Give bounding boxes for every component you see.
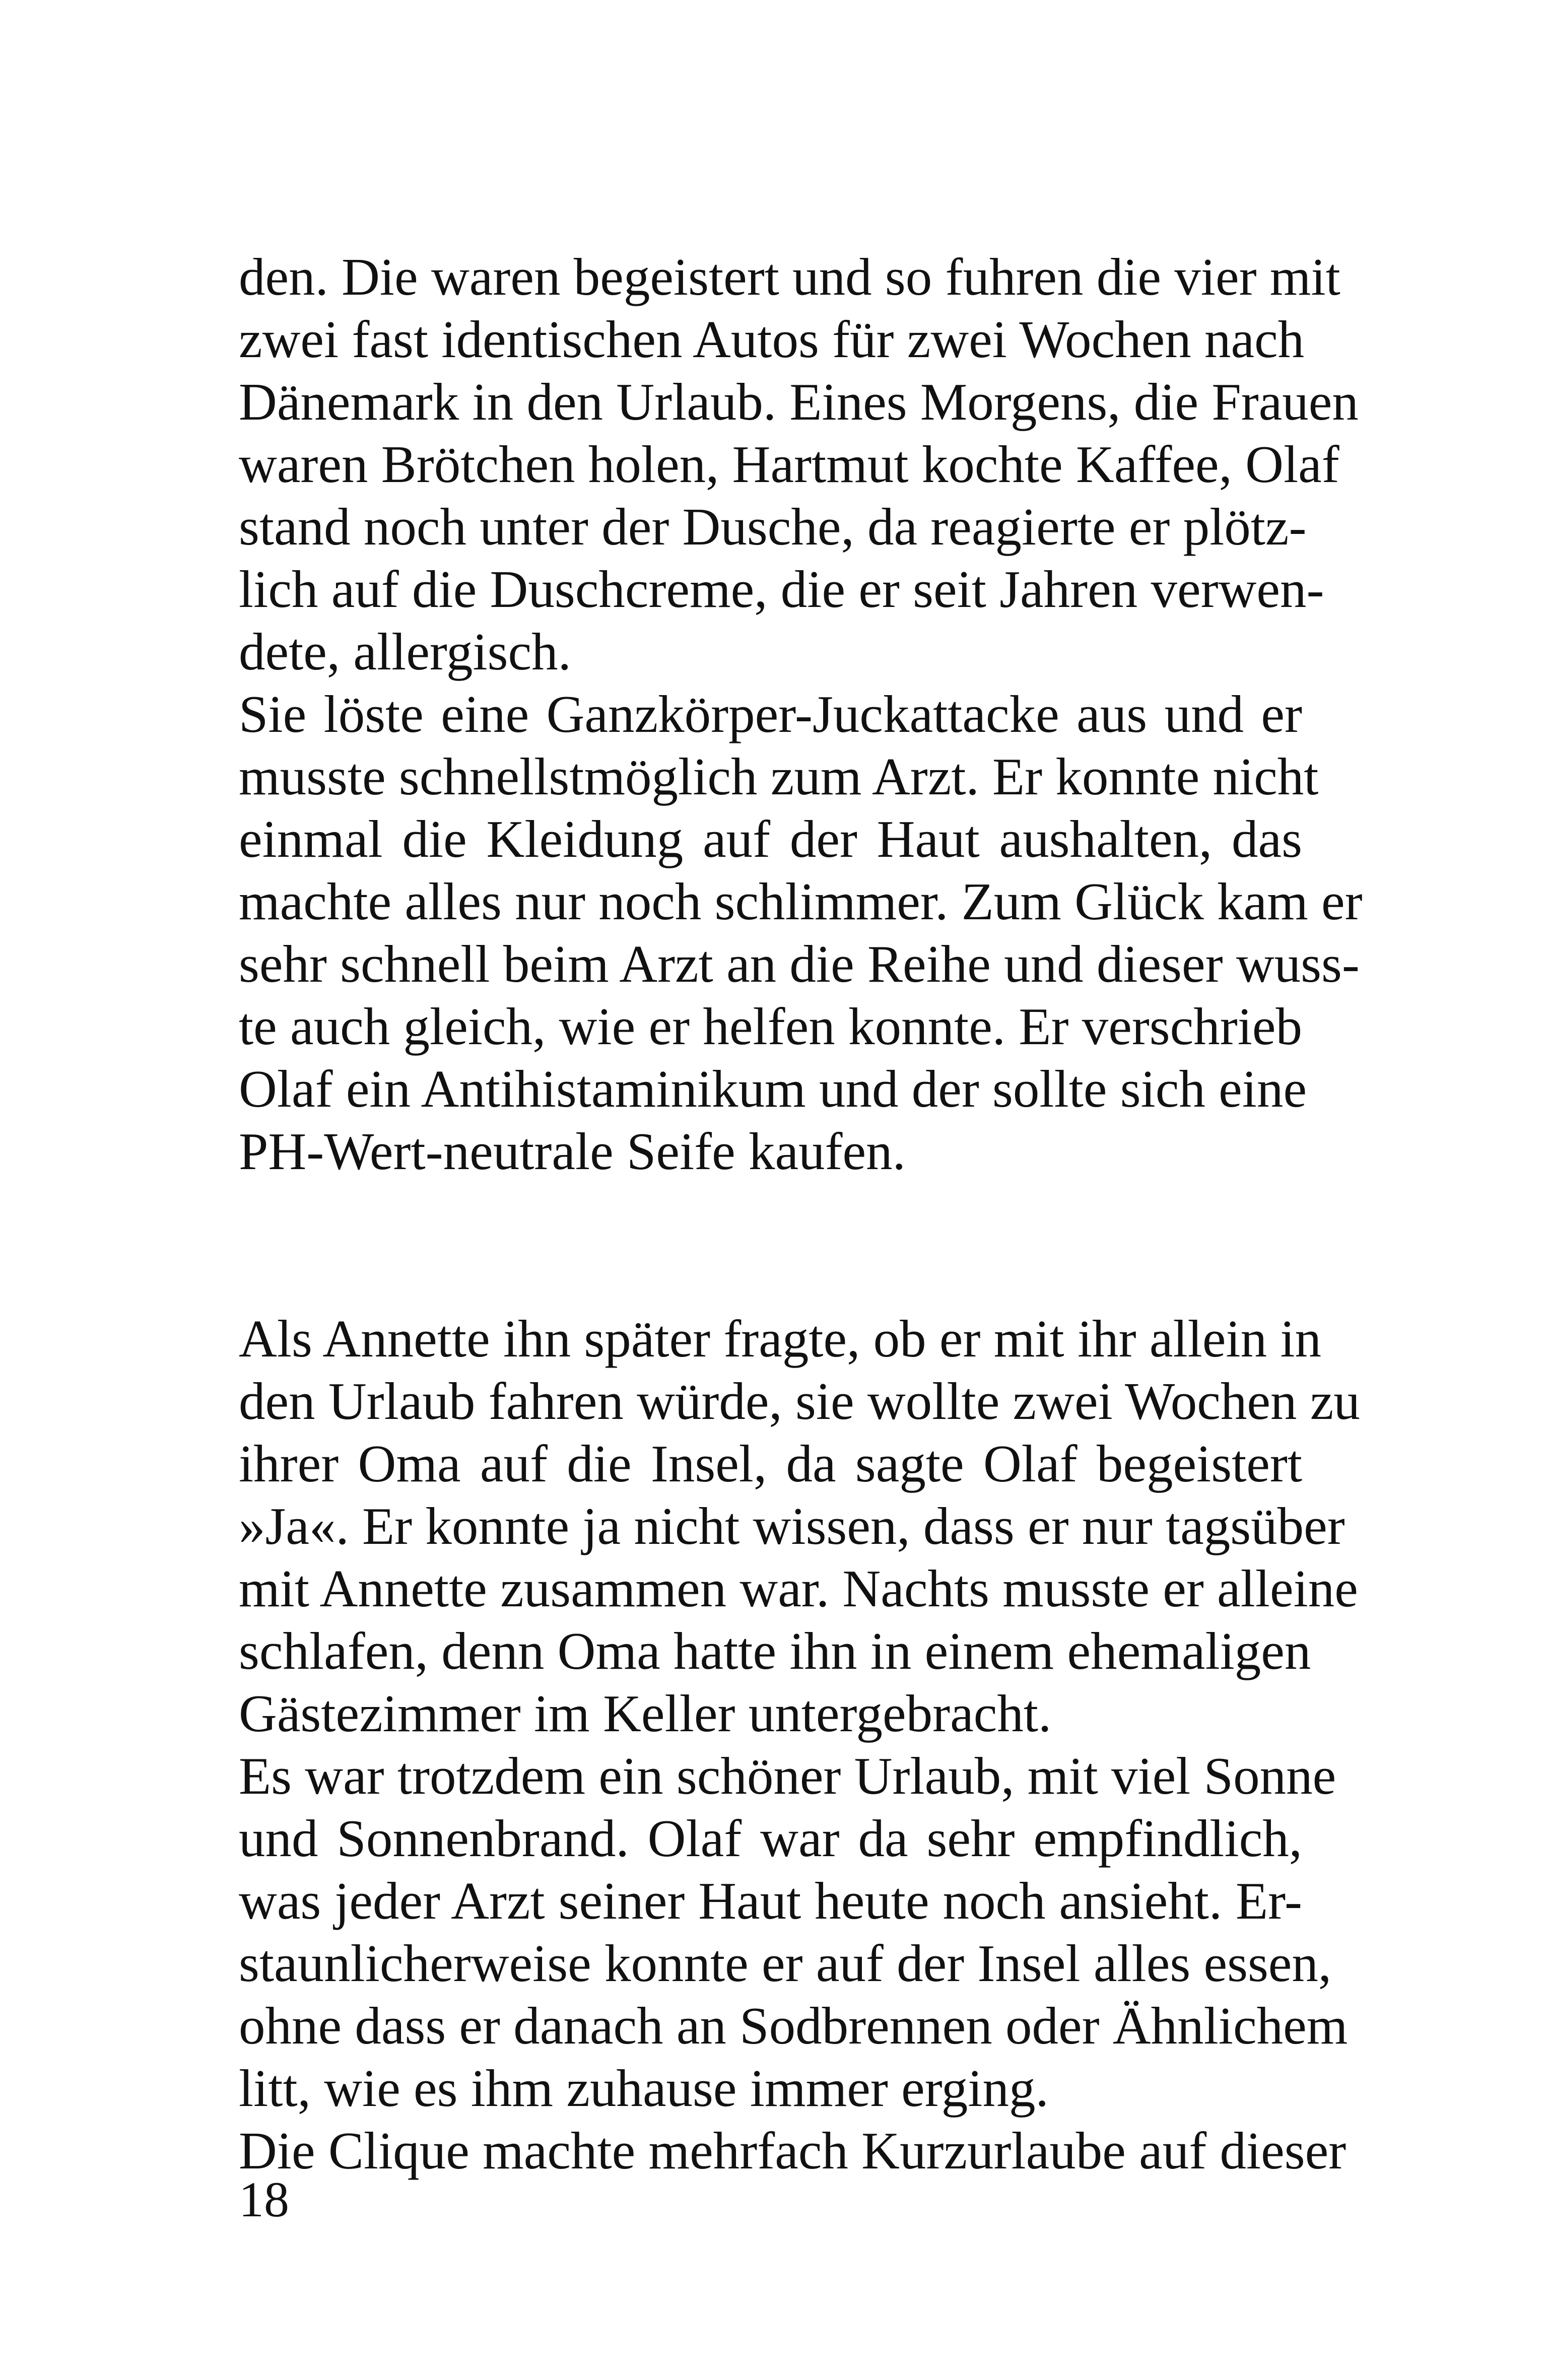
text-line: einmal die Kleidung auf der Haut aushalten, das <box>239 809 1302 868</box>
text-line: lich auf die Duschcreme, die er seit Jahren verwen- <box>239 560 1324 619</box>
text-line: musste schnellstmöglich zum Arzt. Er konnte nicht <box>239 747 1319 806</box>
text-line: und Sonnenbrand. Olaf war da sehr empfindlich, <box>239 1809 1302 1868</box>
text-line: sehr schnell beim Arzt an die Reihe und dieser wuss- <box>239 934 1360 993</box>
paragraph-1 <box>239 246 1359 683</box>
paragraph-4 <box>239 1745 1348 2120</box>
text-line: schlafen, denn Oma hatte ihn in einem ehemaligen <box>239 1621 1311 1680</box>
text-line: Olaf ein Antihistaminikum und der sollte sich eine <box>239 1059 1307 1118</box>
paragraph-3 <box>239 1308 1360 1745</box>
text-line: machte alles nur noch schlimmer. Zum Glück kam er <box>239 872 1363 931</box>
page-number: 18 <box>239 2171 289 2227</box>
text-line: stand noch unter der Dusche, da reagierte er plötz- <box>239 497 1307 556</box>
text-line: den. Die waren begeistert und so fuhren die vier mit <box>239 247 1340 306</box>
text-line: te auch gleich, wie er helfen konnte. Er verschrieb <box>239 997 1302 1056</box>
paragraph-5 <box>239 2120 1347 2182</box>
text-line: mit Annette zusammen war. Nachts musste er alleine <box>239 1559 1358 1618</box>
text-line: PH-Wert-neutrale Seife kaufen. <box>239 1122 906 1181</box>
text-line: Als Annette ihn später fragte, ob er mit ihr allein in <box>239 1309 1322 1368</box>
text-line: Es war trotzdem ein schöner Urlaub, mit viel Sonne <box>239 1746 1336 1805</box>
text-line: Gästezimmer im Keller untergebracht. <box>239 1684 1052 1743</box>
text-line: zwei fast identischen Autos für zwei Wochen nach <box>239 310 1305 369</box>
text-line: ihrer Oma auf die Insel, da sagte Olaf begeistert <box>239 1434 1302 1493</box>
paragraph-spacer <box>239 1183 1302 1308</box>
text-line: litt, wie es ihm zuhause immer erging. <box>239 2059 1049 2118</box>
paragraph-2 <box>239 683 1363 1183</box>
text-line: was jeder Arzt seiner Haut heute noch ansieht. Er- <box>239 1871 1302 1930</box>
body-text <box>239 246 1363 2182</box>
text-line: dete, allergisch. <box>239 622 571 681</box>
text-line: Sie löste eine Ganzkörper-Juckattacke aus und er <box>239 685 1302 743</box>
text-line: Die Clique machte mehrfach Kurzurlaube auf dieser <box>239 2121 1347 2180</box>
text-line: den Urlaub fahren würde, sie wollte zwei Wochen zu <box>239 1372 1360 1431</box>
text-line: ohne dass er danach an Sodbrennen oder Ähnlichem <box>239 1996 1348 2055</box>
text-line: Dänemark in den Urlaub. Eines Morgens, die Frauen <box>239 372 1359 431</box>
text-line: waren Brötchen holen, Hartmut kochte Kaffee, Olaf <box>239 435 1339 494</box>
text-line: »Ja«. Er konnte ja nicht wissen, dass er nur tagsüber <box>239 1497 1345 1555</box>
text-line: staunlicherweise konnte er auf der Insel alles essen, <box>239 1934 1332 1993</box>
